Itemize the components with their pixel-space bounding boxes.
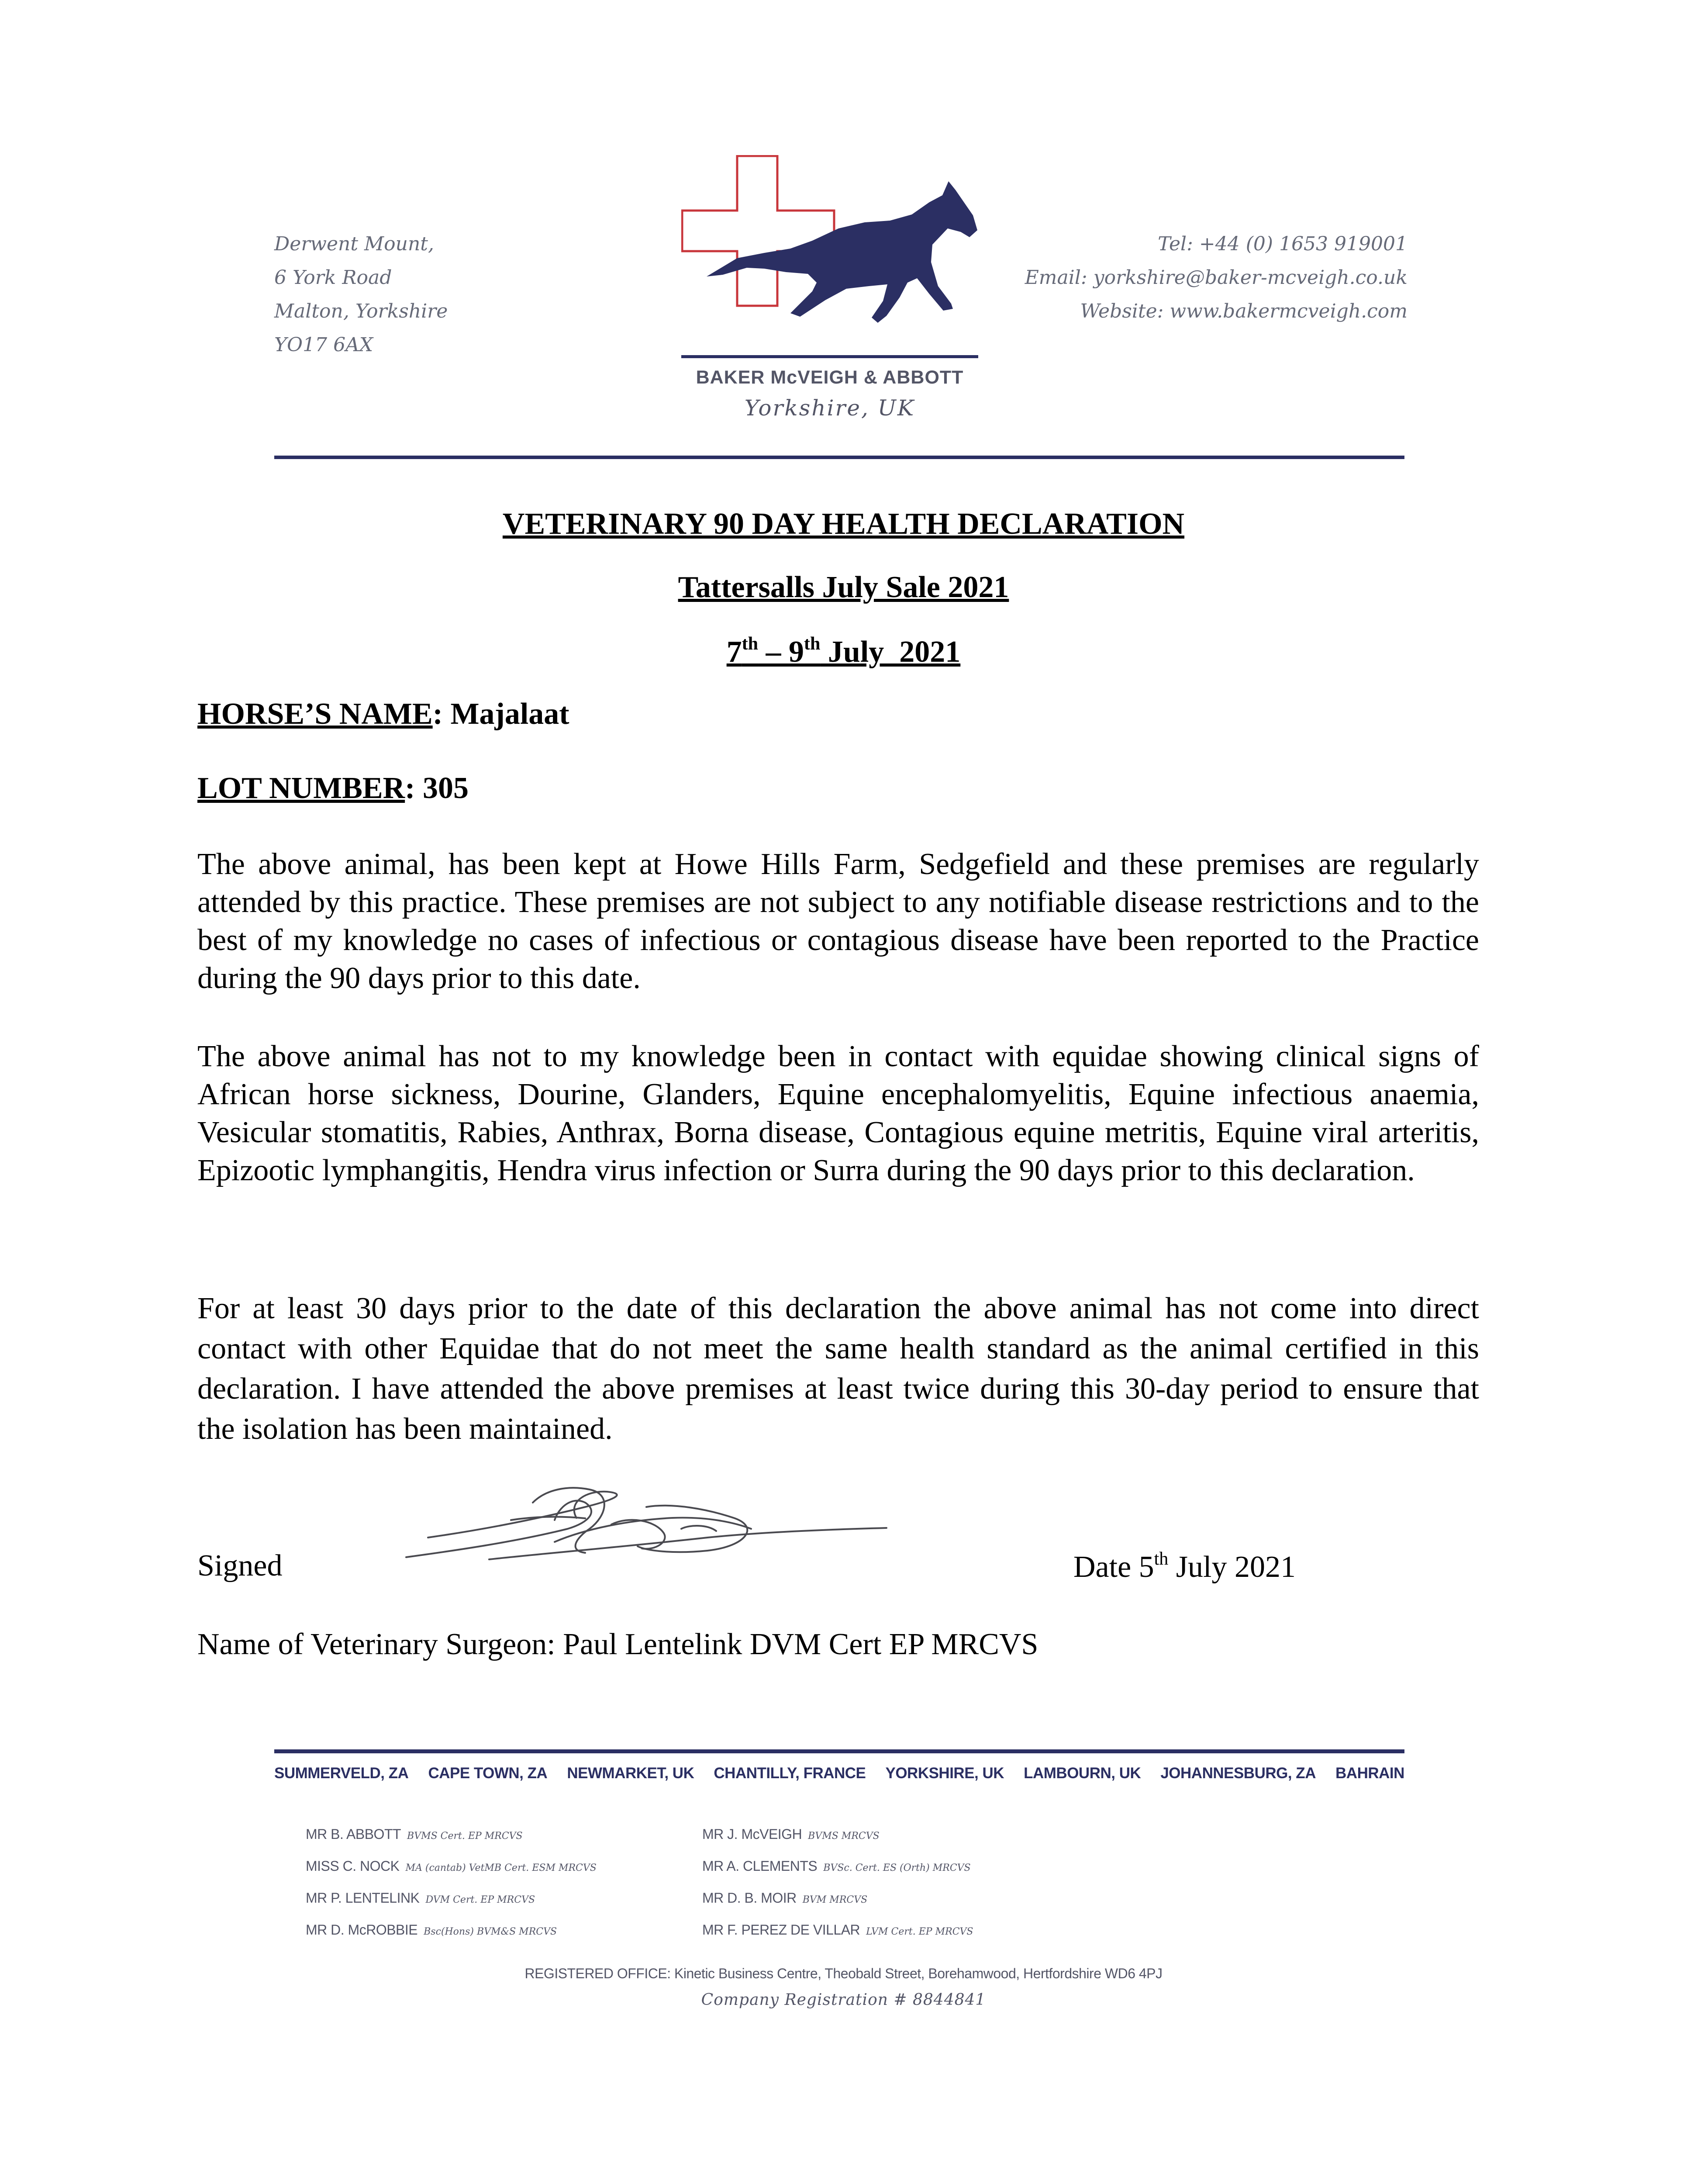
practice-contact	[1025, 227, 1408, 328]
contact-phone: Tel: +44 (0) 1653 919001	[1158, 233, 1408, 255]
document-title: VETERINARY 90 DAY HEALTH DECLARATION	[502, 507, 1185, 541]
staff-name: MR D. B. MOIR	[702, 1890, 797, 1906]
firm-location: Yorkshire, UK	[744, 395, 915, 421]
horse-name-field	[197, 697, 569, 732]
footer-divider	[274, 1749, 1404, 1753]
horse-name-value: : Majalaat	[432, 697, 569, 731]
address-line: Malton, Yorkshire	[274, 300, 448, 322]
signed-label: Signed	[197, 1549, 283, 1583]
office-location: YORKSHIRE, UK	[885, 1765, 1004, 1782]
lot-number-value: : 305	[405, 771, 469, 805]
disease-contact-paragraph: The above animal has not to my knowledge been in contact with equidae showing clinical signs of African horse sickness, Dourine, Glanders, Equine encephalomyelitis, Equine infectious anaemia, Vesicular stomatitis, Rabies, Anthrax, Borna disease, Contagious equine metritis, Equine viral arteritis, Epizootic lymphangitis, Hendra virus infection or Surra during the 90 days prior to this declaration.	[197, 1040, 1479, 1187]
staff-name: MISS C. NOCK	[306, 1858, 400, 1874]
staff-member	[702, 1883, 973, 1915]
sale-dates	[0, 633, 1687, 670]
staff-qualification: BVSc. Cert. ES (Orth) MRCVS	[823, 1863, 971, 1873]
office-location: CAPE TOWN, ZA	[428, 1765, 548, 1782]
practice-address	[274, 227, 448, 362]
veterinary-surgeon-name: Name of Veterinary Surgeon: Paul Lentelink DVM Cert EP MRCVS	[197, 1628, 1038, 1661]
declaration-date	[1073, 1548, 1296, 1585]
staff-member	[702, 1819, 973, 1851]
date-rest: July 2021	[1168, 1550, 1296, 1584]
staff-list-left	[306, 1819, 597, 1947]
address-line: YO17 6AX	[274, 334, 373, 356]
staff-qualification: Bsc(Hons) BVM&S MRCVS	[424, 1926, 557, 1937]
office-location: JOHANNESBURG, ZA	[1160, 1765, 1316, 1782]
horse-name-label: HORSE’S NAME	[197, 697, 433, 731]
isolation-paragraph: For at least 30 days prior to the date of this declaration the above animal has not come into direct contact with other Equidae that do not meet the same health standard as the animal certified in this declaration. I have attended the above premises at least twice during this 30-day period to ensure that the isolation has been maintained.	[197, 1292, 1479, 1446]
staff-member	[702, 1851, 973, 1883]
office-location: CHANTILLY, FRANCE	[714, 1765, 866, 1782]
lot-number-label: LOT NUMBER	[197, 771, 405, 805]
staff-member	[306, 1915, 597, 1947]
date-suffix: th	[1154, 1549, 1169, 1569]
office-location: SUMMERVELD, ZA	[274, 1765, 409, 1782]
date-prefix: Date 5	[1073, 1550, 1154, 1584]
firm-name: BAKER McVEIGH & ABBOTT	[696, 367, 964, 388]
premises-paragraph: The above animal, has been kept at Howe Hills Farm, Sedgefield and these premises are regularly attended by this practice. These premises are not subject to any notifiable disease restrictions and to the best of my knowledge no cases of infectious or contagious disease have been reported to the Practice during the 90 days prior to this date.	[197, 847, 1479, 995]
staff-qualification: MA (cantab) VetMB Cert. ESM MRCVS	[405, 1863, 597, 1873]
staff-member	[306, 1819, 597, 1851]
staff-qualification: BVMS MRCVS	[808, 1831, 880, 1842]
staff-name: MR J. McVEIGH	[702, 1826, 802, 1842]
lot-number-field	[197, 771, 469, 806]
staff-name: MR P. LENTELINK	[306, 1890, 420, 1906]
staff-name: MR B. ABBOTT	[306, 1826, 401, 1842]
staff-qualification: BVM MRCVS	[802, 1894, 868, 1905]
end-day: 9	[789, 635, 804, 669]
staff-name: MR A. CLEMENTS	[702, 1858, 818, 1874]
company-registration: Company Registration # 8844841	[701, 1991, 986, 2009]
start-suffix: th	[742, 634, 759, 654]
staff-name: MR F. PEREZ DE VILLAR	[702, 1922, 860, 1938]
contact-website: Website: www.bakermcveigh.com	[1080, 300, 1408, 322]
handwritten-signature	[402, 1476, 891, 1581]
staff-qualification: LVM Cert. EP MRCVS	[866, 1926, 973, 1937]
registered-office: REGISTERED OFFICE: Kinetic Business Centre, Theobald Street, Borehamwood, Hertfordshire WD6 4PJ	[524, 1966, 1163, 1981]
office-locations	[274, 1765, 1404, 1782]
office-location: LAMBOURN, UK	[1024, 1765, 1141, 1782]
staff-member	[702, 1915, 973, 1947]
end-suffix: th	[804, 634, 821, 654]
sale-name: Tattersalls July Sale 2021	[678, 570, 1009, 604]
header-divider	[274, 456, 1404, 459]
staff-member	[306, 1851, 597, 1883]
staff-name: MR D. McROBBIE	[306, 1922, 418, 1938]
address-line: Derwent Mount,	[274, 233, 434, 255]
office-location: NEWMARKET, UK	[567, 1765, 694, 1782]
contact-email: Email: yorkshire@baker-mcveigh.co.uk	[1025, 266, 1408, 289]
address-line: 6 York Road	[274, 266, 392, 289]
date-rest: July 2021	[820, 635, 961, 669]
office-location: BAHRAIN	[1335, 1765, 1404, 1782]
staff-list-right	[702, 1819, 973, 1947]
staff-member	[306, 1883, 597, 1915]
staff-qualification: DVM Cert. EP MRCVS	[425, 1894, 535, 1905]
staff-qualification: BVMS Cert. EP MRCVS	[407, 1831, 523, 1842]
start-day: 7	[726, 635, 742, 669]
date-dash: –	[758, 635, 789, 669]
